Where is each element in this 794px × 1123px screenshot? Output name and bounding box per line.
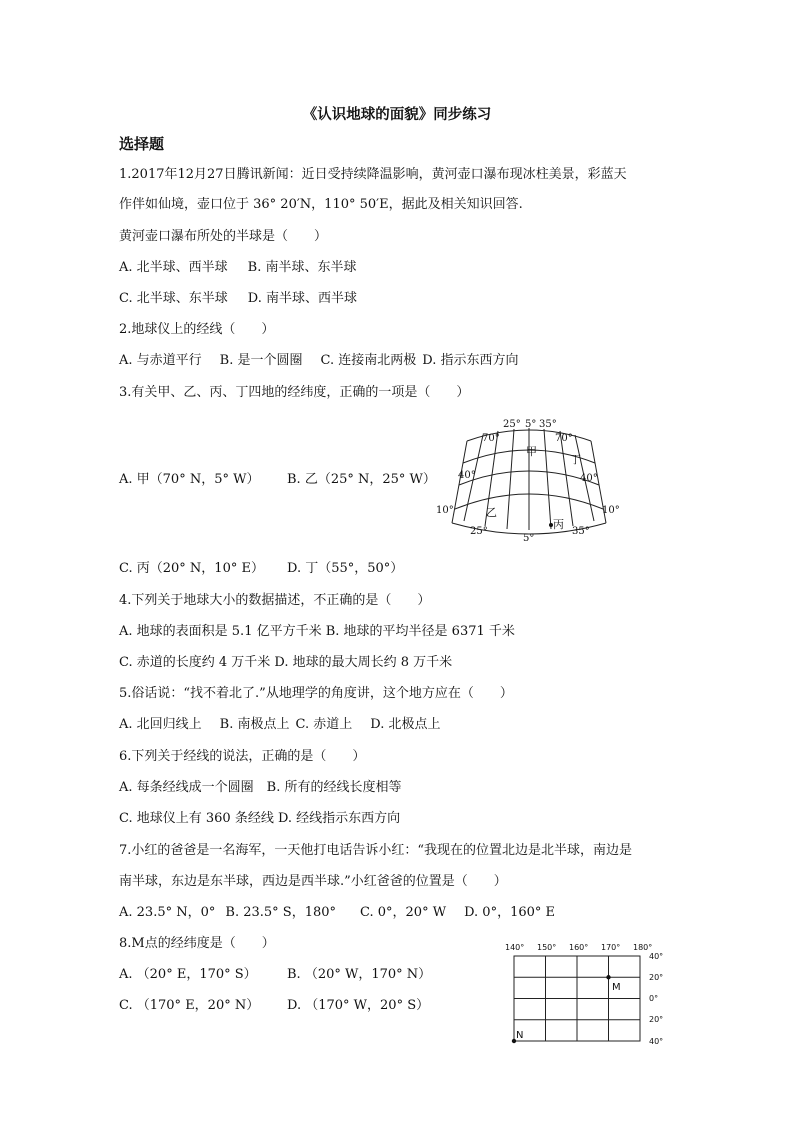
q1-option-c: C. 北半球、东半球 bbox=[119, 291, 228, 306]
q5-option-d: D. 北极点上 bbox=[370, 717, 441, 732]
q8-option-a: A. （20° E，170° S） bbox=[119, 967, 257, 982]
q1-stem-line-1: 1.2017年12月27日腾讯新闻：近日受持续降温影响，黄河壶口瀑布现冰柱美景，彩蓝天 bbox=[119, 167, 627, 182]
q8-point-m-marker bbox=[606, 975, 610, 979]
q2-stem: 2.地球仪上的经线（ ） bbox=[119, 322, 275, 337]
q3-label-top-25: 25° bbox=[503, 419, 521, 430]
q2-option-d: D. 指示东西方向 bbox=[422, 353, 519, 368]
q3-label-right-40: 40° bbox=[580, 473, 598, 484]
q3-options-row-1 bbox=[119, 471, 436, 489]
q7-option-b: B. 23.5° S，180° bbox=[225, 905, 337, 920]
q1-option-a: A. 北半球、西半球 bbox=[119, 260, 228, 275]
q8-label-lat-40n: 40° bbox=[649, 952, 664, 961]
q2-option-c: C. 连接南北两极 bbox=[320, 353, 417, 368]
q3-label-bottom-5: 5° bbox=[523, 533, 535, 544]
q4-options-line-1: A. 地球的表面积是 5.1 亿平方千米 B. 地球的平均半径是 6371 千米 bbox=[119, 624, 515, 639]
q8-label-lon-140: 140° bbox=[505, 943, 525, 952]
q8-stem: 8.M点的经纬度是（ ） bbox=[119, 936, 275, 951]
q1-option-d: D. 南半球、西半球 bbox=[247, 291, 357, 306]
q8-label-lat-20s: 20° bbox=[649, 1015, 664, 1024]
meridian-line bbox=[507, 429, 514, 529]
q5-option-b: B. 南极点上 bbox=[219, 717, 290, 732]
q8-option-d: D. （170° W，20° S） bbox=[287, 998, 430, 1013]
q2-option-a: A. 与赤道平行 bbox=[119, 353, 202, 368]
q3-label-top-5: 5° bbox=[525, 419, 537, 430]
q4-stem: 4.下列关于地球大小的数据描述，不正确的是（ ） bbox=[119, 593, 431, 608]
q8-point-m-label: M bbox=[612, 982, 621, 993]
q3-options-row-2 bbox=[119, 560, 403, 578]
q3-option-b: B. 乙（25° N，25° W） bbox=[287, 472, 436, 487]
q6-options-line-1: A. 每条经线成一个圆圈 B. 所有的经线长度相等 bbox=[119, 780, 402, 795]
q7-option-c: C. 0°，20° W bbox=[360, 905, 447, 920]
q3-option-d: D. 丁（55°，50°） bbox=[287, 561, 404, 576]
q8-label-lon-160: 160° bbox=[569, 943, 589, 952]
q3-label-left-10: 10° bbox=[436, 505, 454, 516]
q7-option-d: D. 0°，160° E bbox=[464, 905, 556, 920]
q1-stem-line-3: 黄河壶口瀑布所处的半球是（ ） bbox=[119, 229, 328, 244]
q7-options-row bbox=[119, 904, 555, 922]
q8-label-lat-0: 0° bbox=[649, 994, 659, 1003]
section-heading: 选择题 bbox=[119, 135, 165, 153]
q3-point-bing: 丙 bbox=[553, 518, 564, 531]
q8-grid-figure bbox=[500, 938, 670, 1050]
q6-stem: 6.下列关于经线的说法，正确的是（ ） bbox=[119, 749, 366, 764]
q3-option-c: C. 丙（20° N，10° E） bbox=[119, 561, 264, 576]
q5-options-row bbox=[119, 716, 440, 734]
q5-option-a: A. 北回归线上 bbox=[119, 717, 202, 732]
meridian-line bbox=[544, 429, 551, 529]
q8-option-b: B. （20° W，170° N） bbox=[287, 967, 432, 982]
q7-option-a: A. 23.5° N，0° bbox=[119, 905, 216, 920]
q3-label-right-10: 10° bbox=[602, 505, 620, 516]
q8-label-lon-170: 170° bbox=[601, 943, 621, 952]
q3-point-jia: 甲 bbox=[526, 445, 537, 458]
q8-label-lat-20n: 20° bbox=[649, 973, 664, 982]
q8-option-c: C. （170° E，20° N） bbox=[119, 998, 260, 1013]
q6-options-line-2: C. 地球仪上有 360 条经线 D. 经线指示东西方向 bbox=[119, 811, 401, 826]
q2-options-row bbox=[119, 352, 518, 370]
q3-graticule-figure bbox=[430, 415, 630, 545]
page-title: 《认识地球的面貌》同步练习 bbox=[302, 107, 492, 123]
q7-stem-line-1: 7.小红的爸爸是一名海军，一天他打电话告诉小红：“我现在的位置北边是北半球，南边是 bbox=[119, 843, 633, 858]
q5-option-c: C. 赤道上 bbox=[295, 717, 353, 732]
q3-label-left-40: 40° bbox=[458, 470, 476, 481]
q3-option-a: A. 甲（70° N，5° W） bbox=[119, 472, 260, 487]
q3-label-bottom-35: 35° bbox=[572, 526, 590, 537]
q3-label-right-70: 70° bbox=[555, 433, 573, 444]
q1-options-row-1 bbox=[119, 259, 356, 277]
q8-label-lon-180: 180° bbox=[633, 943, 653, 952]
graticule-edge bbox=[452, 441, 467, 523]
q3-point-marker bbox=[549, 523, 553, 527]
q3-label-left-70: 70° bbox=[482, 433, 500, 444]
q3-label-top-35: 35° bbox=[539, 419, 557, 430]
q8-options-row-1 bbox=[119, 966, 431, 984]
meridian-line bbox=[560, 431, 573, 526]
q8-label-lat-40s: 40° bbox=[649, 1037, 664, 1046]
q5-stem: 5.俗话说：“找不着北了.”从地理学的角度讲，这个地方应在（ ） bbox=[119, 686, 513, 701]
q1-options-row-2 bbox=[119, 290, 357, 308]
q3-point-yi: 乙 bbox=[486, 506, 497, 519]
q1-stem-line-2: 作伴如仙境，壶口位于 36° 20′N，110° 50′E，据此及相关知识回答. bbox=[119, 197, 523, 212]
q7-stem-line-2: 南半球，东边是东半球，西边是西半球.”小红爸爸的位置是（ ） bbox=[119, 874, 507, 889]
q1-option-b: B. 南半球、东半球 bbox=[247, 260, 357, 275]
q2-option-b: B. 是一个圆圈 bbox=[219, 353, 303, 368]
q8-options-row-2 bbox=[119, 997, 429, 1015]
q8-label-lon-150: 150° bbox=[537, 943, 557, 952]
q3-point-ding: 丁 bbox=[570, 453, 581, 466]
q3-stem: 3.有关甲、乙、丙、丁四地的经纬度，正确的一项是（ ） bbox=[119, 385, 470, 400]
q4-options-line-2: C. 赤道的长度约 4 万千米 D. 地球的最大周长约 8 万千米 bbox=[119, 655, 453, 670]
q3-label-bottom-25: 25° bbox=[470, 526, 488, 537]
q8-point-n-label: N bbox=[516, 1030, 524, 1041]
